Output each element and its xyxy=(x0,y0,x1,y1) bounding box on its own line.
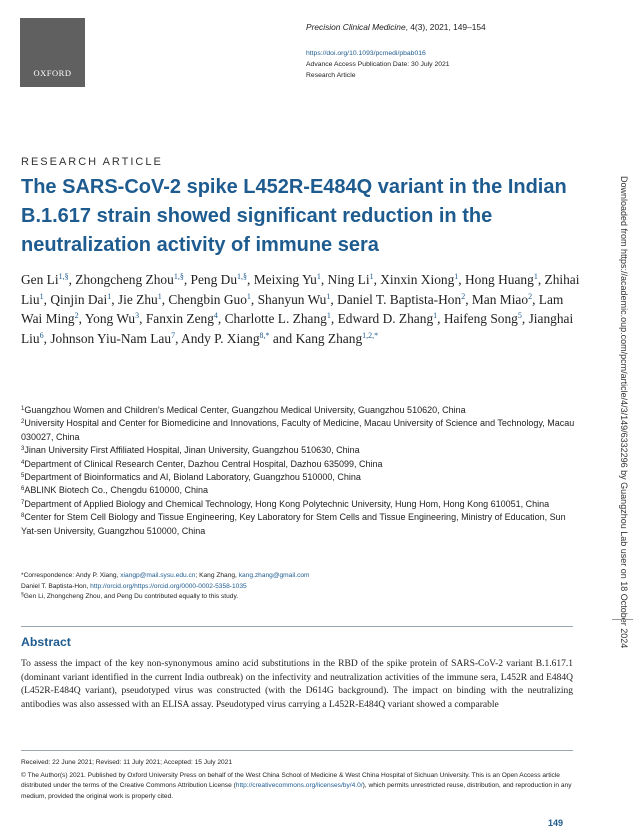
author-affiliation-mark: 1 xyxy=(326,311,331,320)
affiliation-number: 2 xyxy=(21,419,25,426)
author-name: Haifeng Song xyxy=(443,311,518,326)
author-affiliation-mark: 3 xyxy=(135,311,140,320)
author-affiliation-mark: 6 xyxy=(39,330,44,340)
author-affiliation-mark: 1 xyxy=(39,291,44,301)
author-name: Gen Li xyxy=(21,272,59,287)
affiliation-number: 3 xyxy=(21,446,25,453)
affiliation-item xyxy=(21,511,581,538)
affiliation-text: Department of Applied Biology and Chemical Technology, Hong Kong Polytechnic University, Hung Hom, Hong Kong 610051, China xyxy=(24,498,550,509)
affiliation-item xyxy=(21,458,581,471)
author-affiliation-mark: 1 xyxy=(326,291,331,301)
author-name: Hong Huang xyxy=(465,272,534,287)
correspondence-mid: ; Kang Zhang, xyxy=(195,572,239,579)
orcid-line xyxy=(21,582,581,593)
author-separator: , xyxy=(537,272,545,287)
author-separator: , xyxy=(532,291,539,307)
author-name: Shanyun Wu xyxy=(257,291,327,307)
author-affiliation-mark: 1 xyxy=(246,291,251,301)
affiliation-number: 5 xyxy=(21,473,25,480)
author-name: Lam Wai Ming xyxy=(21,291,564,326)
article-type: Research Article xyxy=(306,72,356,79)
author-name: Charlotte L. Zhang xyxy=(224,311,327,326)
equal-text: Gen Li, Zhongcheng Zhou, and Peng Du contributed equally to this study. xyxy=(23,593,239,601)
author-affiliation-mark: 2 xyxy=(528,291,533,301)
license-part-2: ), which permits unrestricted reuse, distribution, and reproduction in any medium, provided the original work is properly cited. xyxy=(21,782,572,800)
journal-volume: , 4(3), 2021, 149–154 xyxy=(405,22,486,32)
author-list xyxy=(21,270,581,348)
journal-citation xyxy=(306,22,486,32)
section-label: RESEARCH ARTICLE xyxy=(21,156,163,168)
author-affiliation-mark: 4 xyxy=(213,311,218,320)
equal-symbol: § xyxy=(21,592,24,599)
license-text xyxy=(21,771,573,802)
abstract-heading: Abstract xyxy=(21,635,71,649)
article-title: The SARS-CoV-2 spike L452R-E484Q variant in the Indian B.1.617 strain showed significant reduction in the neutralization activity of immune sera xyxy=(21,176,567,256)
affiliation-number: 4 xyxy=(21,459,25,466)
affiliation-text: ABLINK Biotech Co., Chengdu 610000, China xyxy=(24,485,208,496)
author-affiliation-mark: 1 xyxy=(433,311,438,320)
affiliation-item xyxy=(21,444,581,457)
affiliation-number: 7 xyxy=(21,499,25,506)
oxford-logo xyxy=(20,18,85,87)
author-affiliation-mark: 1 xyxy=(107,291,112,301)
email-link-xiang[interactable]: xiangp@mail.sysu.edu.cn xyxy=(120,572,196,579)
author-separator: , xyxy=(111,291,118,307)
author-affiliation-mark: 1,§ xyxy=(237,272,248,281)
author-name: Jianghai Liu xyxy=(21,311,574,346)
author-affiliation-mark: 2 xyxy=(461,291,466,301)
author-separator: , xyxy=(320,272,328,287)
journal-name: Precision Clinical Medicine xyxy=(306,22,406,32)
affiliation-number: 1 xyxy=(21,406,25,412)
author-affiliation-mark: 5 xyxy=(517,311,522,320)
footer-divider xyxy=(21,750,573,751)
author-affiliation-mark: 7 xyxy=(171,330,176,340)
author-name: Fanxin Zeng xyxy=(145,311,214,326)
author-affiliation-mark: 1 xyxy=(157,291,162,301)
author-separator: , xyxy=(250,291,258,307)
author-separator: , xyxy=(373,272,381,287)
affiliation-item xyxy=(21,498,581,511)
author-name: Chengbin Guo xyxy=(168,291,247,307)
affiliation-text: University Hospital and Center for Biomedicine and Innovations, Faculty of Medicine, Macau University of Science and Technology, Macau 030027, China xyxy=(21,418,575,442)
email-link-zhang[interactable]: kang.zhang@gmail.com xyxy=(238,572,310,579)
affiliation-text: Center for Stem Cell Biology and Tissue Engineering, Key Laboratory for Stem Cells and Tissue Engineering, Ministry of Education, Sun Yat-sen University, Guangzhou 510000, China xyxy=(21,512,566,536)
author-name: Kang Zhang xyxy=(295,330,363,346)
license-part-1: © The Author(s) 2021. Published by Oxford University Press on behalf of the West China School of Medicine & West China Hospital of Sichuan University. This is an Open Access article distributed under the terms of the Creative Commons Attribution License ( xyxy=(21,772,560,790)
author-name: Johnson Yiu-Nam Lau xyxy=(50,330,172,346)
affiliation-item xyxy=(21,417,581,444)
author-separator: , xyxy=(68,272,76,287)
author-separator: , xyxy=(43,330,51,346)
author-name: Qinjin Dai xyxy=(50,291,108,307)
affiliation-item xyxy=(21,404,581,417)
author-affiliation-mark: 1,§ xyxy=(173,272,184,281)
license-link[interactable]: http://creativecommons.org/licenses/by/4.0/ xyxy=(235,782,363,790)
author-name: Zhihai Liu xyxy=(21,272,580,307)
author-separator: , xyxy=(458,272,465,287)
author-name: Xinxin Xiong xyxy=(380,272,455,287)
correspondence-line xyxy=(21,571,581,582)
affiliation-text: Guangzhou Women and Children’s Medical Center, Guangzhou Medical University, Guangzhou 510620, China xyxy=(24,405,466,415)
author-separator: , xyxy=(330,291,338,307)
author-name: Jie Zhu xyxy=(117,291,158,307)
author-name: Andy P. Xiang xyxy=(181,330,260,346)
download-watermark: Downloaded from https://academic.oup.com/pcm/article/4/3/149/6332296 by Guangzhou Lab user on 18 October 2024 xyxy=(619,176,629,649)
author-affiliation-mark: 1 xyxy=(316,272,321,281)
author-separator: , xyxy=(183,272,191,287)
logo-text: OXFORD xyxy=(33,68,72,78)
author-separator: , xyxy=(330,311,338,326)
author-affiliation-mark: 2 xyxy=(74,311,79,320)
orcid-lead: Daniel T. Baptista-Hon, xyxy=(21,582,91,590)
author-name: Edward D. Zhang xyxy=(337,311,434,326)
author-separator: , xyxy=(43,291,51,307)
author-separator: , xyxy=(521,311,529,326)
sidebar-rule xyxy=(612,619,633,620)
advance-access-date: Advance Access Publication Date: 30 July 2021 xyxy=(306,61,450,68)
author-name: Yong Wu xyxy=(84,311,136,326)
author-affiliation-mark: 1 xyxy=(533,272,538,281)
author-separator: , xyxy=(217,311,225,326)
affiliation-text: Jinan University First Affiliated Hospital, Jinan University, Guangzhou 510630, China xyxy=(24,445,360,456)
doi-link[interactable]: https://doi.org/10.1093/pcmedi/pbab016 xyxy=(306,50,426,57)
author-name: Daniel T. Baptista-Hon xyxy=(337,291,462,307)
author-separator: , xyxy=(465,291,472,307)
author-separator: , xyxy=(175,330,182,346)
author-separator: , xyxy=(78,311,85,326)
author-affiliation-mark: 1 xyxy=(454,272,459,281)
affiliation-text: Department of Clinical Research Center, Dazhou Central Hospital, Dazhou 635099, China xyxy=(24,458,383,469)
author-name: Zhongcheng Zhou xyxy=(75,272,174,287)
author-affiliation-mark: 8,* xyxy=(259,330,270,340)
author-name: Man Miao xyxy=(471,291,529,307)
equal-contribution-note xyxy=(21,592,581,603)
affiliation-item xyxy=(21,471,581,484)
author-separator: and xyxy=(269,330,296,346)
correspondence-lead: *Correspondence: Andy P. Xiang, xyxy=(21,572,121,579)
author-separator: , xyxy=(247,272,254,287)
author-separator: , xyxy=(161,291,169,307)
page-number: 149 xyxy=(548,818,564,828)
author-name: Meixing Yu xyxy=(253,272,317,287)
article-dates: Received: 22 June 2021; Revised: 11 July 2021; Accepted: 15 July 2021 xyxy=(21,759,233,766)
affiliation-number: 8 xyxy=(21,513,25,520)
affiliation-text: Department of Bioinformatics and AI, Bioland Laboratory, Guangzhou 510000, China xyxy=(24,472,361,483)
author-separator: , xyxy=(139,311,146,326)
author-affiliation-mark: 1 xyxy=(369,272,374,281)
author-name: Ning Li xyxy=(327,272,370,287)
abstract-text: To assess the impact of the key non-synonymous amino acid substitutions in the RBD of the spike protein of SARS-CoV-2 variant B.1.617.1 (dominant variant identified in the current India outbreak) on the infectivity and neutralization activities of the immune sera, L452R and E484Q (L452R-E484Q variant), pseudotyped virus was constructed (with the D614G background). The impact on binding with the neutralizing antibodies was also assessed with an ELISA assay. Pseudotyped virus carrying a L452R-E484Q variant showed a comparable xyxy=(21,659,573,710)
author-affiliation-mark: 1,§ xyxy=(58,272,69,281)
author-separator: , xyxy=(437,311,444,326)
affiliation-item xyxy=(21,484,581,497)
correspondence-block xyxy=(21,571,581,603)
affiliation-number: 6 xyxy=(21,486,25,493)
affiliation-list xyxy=(21,404,581,538)
divider xyxy=(21,626,573,627)
author-name: Peng Du xyxy=(190,272,238,287)
author-affiliation-mark: 1,2,* xyxy=(362,330,379,340)
orcid-link[interactable]: http://orcid.org/https://orcid.org/0000-0002-5358-1035 xyxy=(90,582,247,590)
